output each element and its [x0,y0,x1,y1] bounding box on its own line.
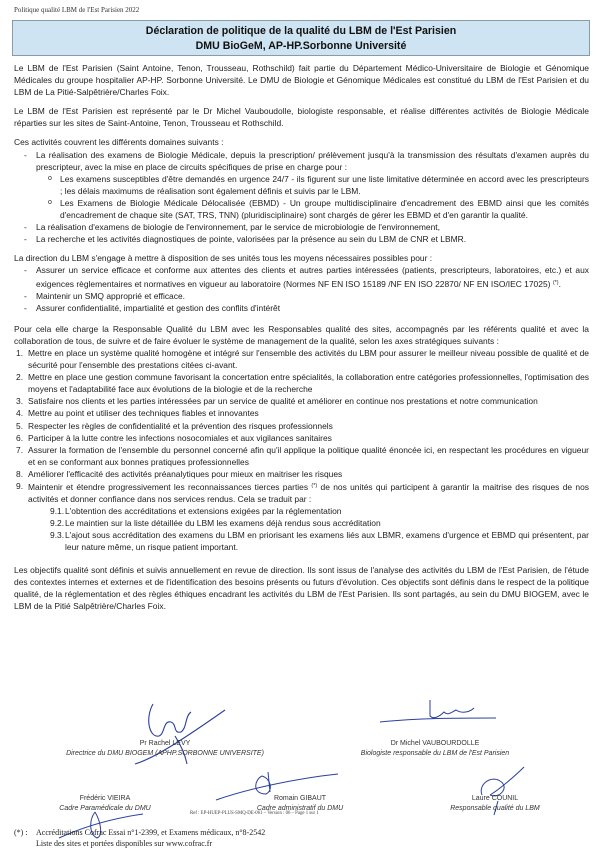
footnote-marker: (*) [552,279,559,286]
axes-lead: Pour cela elle charge la Responsable Qualité du LBM avec les Responsables qualité des sites, accompagnés par les référents qualité et avec la collaboration de tous, de suivre et de faire évoluer le système de management de la qualité, selon les axes stratégiques suivants : [14,323,589,346]
signatory-name: Laure COUNIL [471,795,519,802]
list-item: 8. Améliorer l'efficacité des activités préanalytiques pour mieux en maitriser les risques [16,468,343,479]
list-item: - La recherche et les activités diagnostiques de pointe, valorisées par la présence au sein du LBM de CNR et LBMR. [24,233,589,245]
direction-lead: La direction du LBM s'engage à mettre à disposition de ses unités tous les moyens nécessaires possibles pour : [14,253,433,264]
list-item: - Assurer confidentialité, impartialité et gestion des conflits d'intérêt [24,302,589,314]
document-title: Déclaration de politique de la qualité du LBM de l'Est Parisien [145,25,457,37]
objectives-paragraph: Les objectifs qualité sont définis et suivis annuellement en revue de direction. Ils sont issus de l'analyse des activités du LBM de l'Est Parisien, de l'étude des contextes internes et externes et de l'identification des besoins présents ou futurs d'évolution. Ces objectifs sont définis dans le respect de la politique qualité, de la réglementation et des règles éthiques encadrant les activités du LBM de l'Est Parisien. Ils sont partagés, au sein du DMU BIOGEM, avec le LBM de la Pitié Salpêtrière/Charles Foix. [14,564,589,611]
signatory-role: Responsable qualité du LBM [450,805,540,812]
list-item: - Maintenir un SMQ approprié et efficace. [24,290,589,302]
signature-block-levy [60,739,270,759]
activities-sublist [36,173,589,221]
activities-lead: Ces activités couvrent les différents domaines suivants : [14,137,224,148]
signatory-role: Cadre Paramédicale du DMU [59,805,151,812]
list-item: 4. Mettre au point et utiliser des techniques fiables et innovantes [16,408,259,419]
list-item: 5. Respecter les règles de confidentialité et la prévention des risques professionnels [16,420,333,431]
document-reference: Ref : EP-HUEP-PLUS-SMQ-DE-061 – Version : 06 – Page 1 sur 1 [190,811,319,816]
footnote-marker: (*) [311,483,318,489]
footnote-marker: (*) : [14,828,28,837]
title-box [12,20,590,56]
activities-list [14,149,589,246]
footnote-line-1: Accréditations Cofrac Essai n°1-2399, et Examens médicaux, n°8-2542 [36,828,266,837]
list-item: 9.2. Le maintien sur la liste détaillée du LBM les examens déjà rendus sous accréditation [50,518,381,529]
axes-sublist [28,505,589,553]
direction-list [14,264,589,313]
running-header: Politique qualité LBM de l'Est Parisien 2022 [14,6,140,14]
list-item: o Les examens susceptibles d'être demandés en urgence 24/7 - ils figurent sur une liste limitative déterminée en accord avec les prescripteurs ; les délais maximums de réalisation sont également définis et suivis par le LBM. [48,173,589,197]
signature-levy-icon [115,698,235,770]
list-item: - Assurer un service efficace et conforme aux attentes des clients et autres parties intéressées (patients, prescripteurs, laboratoires, etc.) et aux exigences règlementaires et normatives en vigueur au laboratoire (Normes NF EN ISO 15189 /NF EN ISO 22870/ NF EN ISO/IEC 17025) (*). [24,264,589,289]
list-item: 7. Assurer la formation de l'ensemble du personnel concerné afin qu'il applique la politique qualité énoncée ici, en respectant les procédures en vigueur et en se conformant aux bonnes pratiques professionnelles [16,444,589,467]
signature-block-vieira [30,794,180,814]
signature-block-vauboudolle [330,739,540,759]
signatory-name: Pr Rachel LEVY [139,740,191,747]
document-body [14,62,589,619]
footnote-line-2: Liste des sites et portées disponibles sur www.cofrac.fr [36,838,213,848]
list-item: - La réalisation des examens de Biologie Médicale, depuis la prescription/ prélèvement jusqu'à la transmission des résultats d'examen auprès du prescripteur, avec la mise en place de circuits spécifiques de prise en charge pour : o Les examens susceptibles d'être demandés en urgence 24/7 - ils figurent sur une liste limitative déterminée en accord avec les prescripteurs ; les délais maximums de réalisation sont également définis et suivis par le LBM. o Les Examens de Biologie Médicale Délocalisée (EBMD) - Un groupe multidisciplinaire d'encadrement des EBMD ainsi que les comités d'encadrement de chaque site (SAT, TRS, TNN) (pluridisciplinaire) sont chargés de gérer les EBMD et d'en garantir la qualité. [24,149,589,222]
footnote [14,828,265,849]
signatory-name: Frédéric VIEIRA [79,795,131,802]
list-item: o Les Examens de Biologie Médicale Délocalisée (EBMD) - Un groupe multidisciplinaire d'encadrement des EBMD ainsi que les comités d'encadrement de chaque site (SAT, TRS, TNN) (pluridisciplinaire) sont chargés de gérer les EBMD et d'en garantir la qualité. [48,197,589,221]
list-item: 9.1. L'obtention des accréditations et extensions exigées par la réglementation [50,506,342,517]
list-item: 6. Participer à la lutte contre les infections nosocomiales et aux vigilances sanitaires [16,432,332,443]
intro-paragraph-1: Le LBM de l'Est Parisien (Saint Antoine, Tenon, Trousseau, Rothschild) fait partie du Département Médico-Universitaire de Biologie et Génomique Médicales du groupe hospitalier AP-HP. Sorbonne Université. Le DMU de Biologie et Génomique Médicales est constitué du LBM de l'Est Parisien et du LBM de La Pitié-Salpêtrière/Charles Foix. [14,63,589,98]
list-item: 9.3. L'ajout sous accréditation des examens du LBM en priorisant les examens liés aux LBMR, examens d'urgence et EBMD qui présentent, par leur nature même, un risque patient important. [50,530,589,553]
signature-block-counil [420,794,570,814]
axes-list [14,347,589,554]
list-item: 1. Mettre en place un système qualité homogène et intégré sur l'ensemble des activités du LBM pour assurer le meilleur niveau possible de qualité et de sécurité pour l'ensemble des prestations citées ci-avant. [16,347,589,371]
signatory-name: Romain GIBAUT [273,795,327,802]
list-item: 2. Mettre en place une gestion commune favorisant la concertation entre spécialités, la collaboration entre catégories professionnelles, l'optimisation des moyens et l'adaptabilité face aux évolutions de la biologie et de la recherche [16,372,589,395]
signatory-name: Dr Michel VAUBOURDOLLE [390,740,480,747]
signatory-role: Directrice du DMU BIOGEM (APHP.SORBONNE UNIVERSITE) [66,750,264,757]
list-item: 9. Maintenir et étendre progressivement les reconnaissances tierces parties (*) de nos unités qui participent à garantir la maitrise des risques de nos activités et donner confiance dans nos services rendus. Cela se traduit par : 9.1. L'obtention des accréditations et extensions exigées par la réglementation 9.2. Le maintien sur la liste détaillée du LBM les examens déjà rendus sous accréditation 9.3. L'ajout sous accréditation des examens du LBM en priorisant les examens liés aux LBMR, examens d'urgence et EBMD qui présentent, par leur nature même, un risque patient important. [16,481,589,553]
signature-vauboudolle-icon [378,698,498,726]
list-item: - La réalisation d'examens de biologie de l'environnement, par le service de microbiologie de l'environnement, [24,221,589,233]
intro-paragraph-2: Le LBM de l'Est Parisien est représenté par le Dr Michel Vauboudolle, biologiste responsable, et réalise différentes activités de Biologie Médicale réparties sur les sites de Saint-Antoine, Tenon, Trousseau et Rothschild. [14,106,589,129]
signatory-role: Biologiste responsable du LBM de l'Est Parisien [360,750,510,757]
signatory-role: Cadre administratif du DMU [256,805,344,812]
document-subtitle: DMU BioGeM, AP-HP.Sorbonne Université [195,39,407,52]
list-item: 3. Satisfaire nos clients et les parties intéressées par un service de qualité et améliorer en continue nos prestations et notre communication [16,396,538,407]
